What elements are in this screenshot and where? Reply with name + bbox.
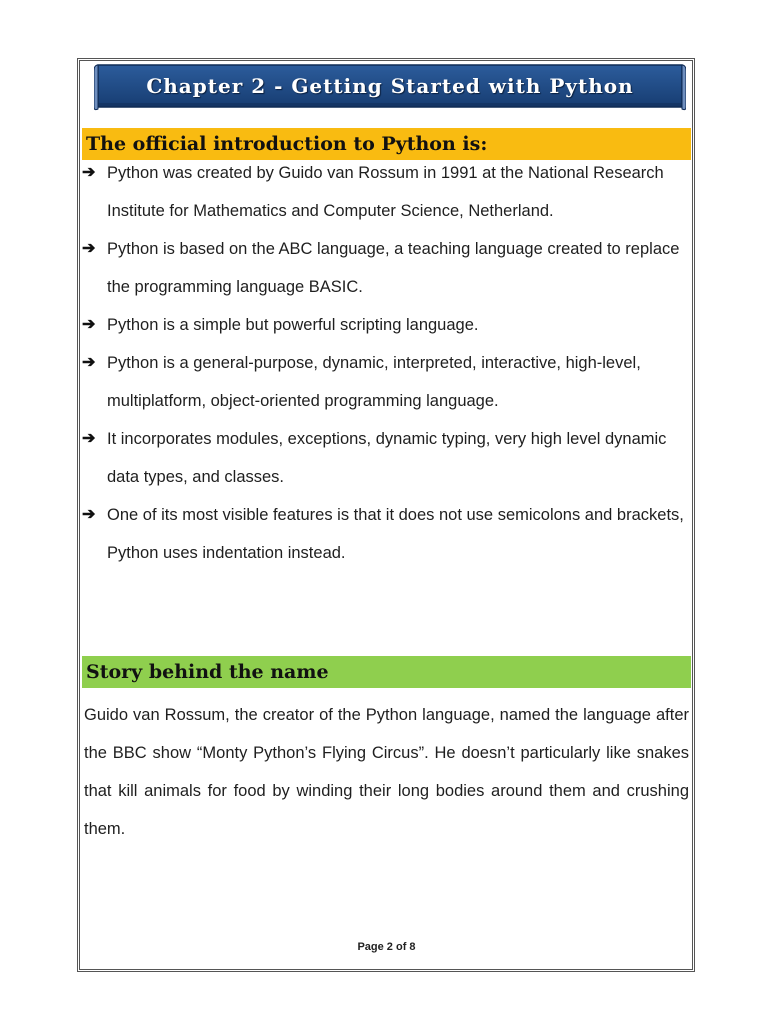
- bullet-text: Python is a simple but powerful scripting language.: [107, 316, 479, 334]
- right-arrow-icon: ➔: [82, 240, 96, 257]
- story-paragraph: Guido van Rossum, the creator of the Python language, named the language after the BBC show “Monty Python’s Flying Circus”. He doesn’t particularly like snakes that kill animals for food by winding their long bodies around them and crushing them.: [84, 706, 689, 838]
- right-arrow-icon: ➔: [82, 164, 96, 181]
- list-item: [82, 496, 688, 572]
- section-heading-official-intro: The official introduction to Python is:: [82, 128, 691, 160]
- bullet-text: Python is a general-purpose, dynamic, interpreted, interactive, high-level, multiplatform, object-oriented programming language.: [107, 354, 641, 410]
- page-number: Page 2 of 8: [357, 941, 416, 953]
- list-item: [82, 306, 688, 344]
- section-heading-story: Story behind the name: [82, 656, 691, 688]
- right-arrow-icon: ➔: [82, 506, 96, 523]
- list-item: [82, 230, 688, 306]
- bullet-text: Python was created by Guido van Rossum in 1991 at the National Research Institute for Mathematics and Computer Science, Netherland.: [107, 164, 664, 220]
- chapter-banner: [94, 63, 686, 111]
- right-arrow-icon: ➔: [82, 430, 96, 447]
- right-arrow-icon: ➔: [82, 316, 96, 333]
- list-item: [82, 154, 688, 230]
- list-item: [82, 420, 688, 496]
- chapter-title: Chapter 2 - Getting Started with Python: [146, 74, 634, 98]
- bullet-text: It incorporates modules, exceptions, dynamic typing, very high level dynamic data types, and classes.: [107, 430, 667, 486]
- right-arrow-icon: ➔: [82, 354, 96, 371]
- bullet-text: Python is based on the ABC language, a teaching language created to replace the programming language BASIC.: [107, 240, 680, 296]
- intro-bullet-list: [82, 154, 688, 572]
- bullet-text: One of its most visible features is that it does not use semicolons and brackets, Python uses indentation instead.: [107, 506, 684, 562]
- list-item: [82, 344, 688, 420]
